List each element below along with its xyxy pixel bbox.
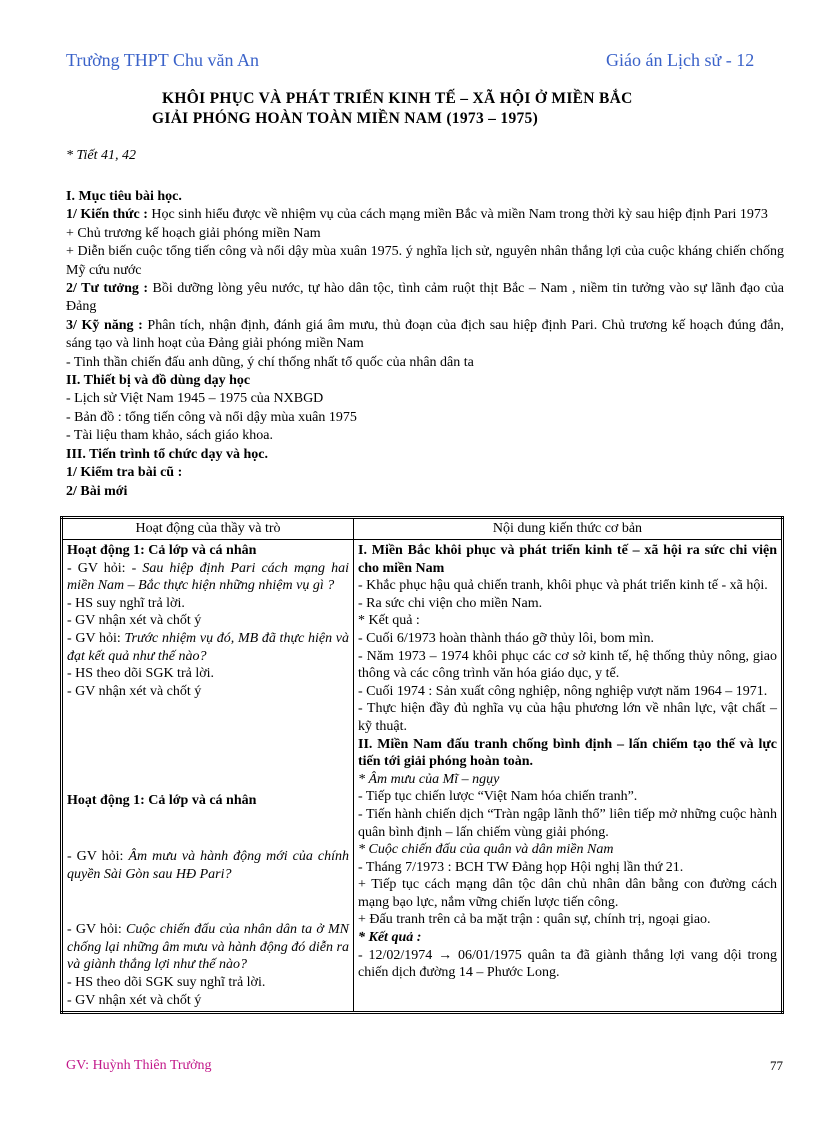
question-1: Sau hiệp định Pari cách mạng hai miền Nam – Bắc thực hiện những nhiệm vụ gì ? xyxy=(67,560,350,594)
content-item-2: - Ra sức chi viện cho miền Nam. xyxy=(358,595,543,611)
question-4: Cuộc chiến đấu của nhân dân ta ở MN chống lại những âm mưu và hành động đó diễn ra và giành thắng lợi như thế nào? xyxy=(67,922,349,973)
knowledge-label: 1/ Kiến thức : xyxy=(66,207,148,223)
content-item-15: * Kết quả : xyxy=(358,930,422,946)
title-line-1: KHÔI PHỤC VÀ PHÁT TRIỂN KINH TẾ – XÃ HỘI Ở MIỀN BẮC xyxy=(162,90,633,107)
content-item-16: - 12/02/1974 → 06/01/1975 quân ta đã giành thắng lợi vang dội trong chiến dịch đường 14 – Phước Long. xyxy=(358,947,777,981)
answer-1: - HS suy nghĩ trả lời. xyxy=(67,595,185,611)
col-header-activities: Hoạt động của thầy và trò xyxy=(62,518,354,540)
content-item-11: * Cuộc chiến đấu của quân và dân miền Nam xyxy=(358,842,614,858)
conclusion-4: - GV nhận xét và chốt ý xyxy=(67,992,202,1008)
question-3: Âm mưu và hành động mới của chính quyền Sài Gòn sau HĐ Pari? xyxy=(67,848,349,882)
lesson-table xyxy=(60,516,784,1014)
content-item-6: - Cuối 1974 : Sản xuất công nghiệp, nông nghiệp vượt năm 1964 – 1971. xyxy=(358,683,768,699)
skills-label: 3/ Kỹ năng : xyxy=(66,317,143,333)
knowledge-item-a: + Chủ trương kế hoạch giải phóng miền Nam xyxy=(66,225,321,241)
section-3-heading: III. Tiến trình tổ chức dạy và học. xyxy=(66,446,268,462)
content-item-7: - Thực hiện đầy đủ nghĩa vụ của hậu phương lớn về nhân lực, vật chất – kỹ thuật. xyxy=(358,701,777,734)
title-line-2: GIẢI PHÓNG HOÀN TOÀN MIỀN NAM (1973 – 1975) xyxy=(152,110,539,127)
skills-item-b: - Tinh thần chiến đấu anh dũng, ý chí thống nhất tổ quốc của nhân dân ta xyxy=(66,354,474,370)
equipment-item-2: - Bản đồ : tổng tiến công và nổi dậy mùa xuân 1975 xyxy=(66,409,357,425)
question-4-prefix: - GV hỏi: xyxy=(67,922,126,938)
answer-2: - HS theo dõi SGK trả lời. xyxy=(67,666,215,682)
content-item-9: - Tiếp tục chiến lược “Việt Nam hóa chiến tranh”. xyxy=(358,789,638,805)
question-2-prefix: - GV hỏi: xyxy=(67,630,125,646)
answer-4: - HS theo dõi SGK suy nghĩ trả lời. xyxy=(67,974,266,990)
attitude-label: 2/ Tư tưởng : xyxy=(66,281,149,297)
content-item-1: - Khắc phục hậu quả chiến tranh, khôi phục và phát triển kinh tế - xã hội. xyxy=(358,578,768,594)
new-lesson-heading: 2/ Bài mới xyxy=(66,483,128,499)
question-1-prefix: - GV hỏi: - xyxy=(67,560,143,576)
content-item-8: * Âm mưu của Mĩ – ngụy xyxy=(358,771,500,787)
content-item-4: - Cuối 6/1973 hoàn thành tháo gỡ thủy lôi, bom mìn. xyxy=(358,630,654,646)
school-name: Trường THPT Chu văn An xyxy=(66,50,259,70)
skills-text: Phân tích, nhận định, đánh giá âm mưu, thủ đoạn của địch sau hiệp định Pari. Chủ trương kế hoạch đúng đắn, sáng tạo và linh hoạt của Đảng giải phóng miền Nam xyxy=(66,317,785,352)
content-cell xyxy=(354,540,783,1013)
page-number: 77 xyxy=(770,1058,783,1073)
teacher-name: GV: Huỳnh Thiên Trưởng xyxy=(66,1058,212,1073)
content-item-5: - Năm 1973 – 1974 khôi phục các cơ sở kinh tế, hệ thống thủy nông, giao thông và các công trình văn hóa giáo dục, y tế. xyxy=(358,648,777,682)
content-heading-1: I. Miền Bắc khôi phục và phát triển kinh tế – xã hội ra sức chi viện cho miền Nam xyxy=(358,543,777,576)
col-header-content: Nội dung kiến thức cơ bản xyxy=(354,518,783,540)
activity-1-heading: Hoạt động 1: Cả lớp và cá nhân xyxy=(67,543,257,558)
attitude-text: Bồi dưỡng lòng yêu nước, tự hào dân tộc, tình cảm ruột thịt Bắc – Nam , niềm tin tưởng vào sự lãnh đạo của Đảng xyxy=(66,281,785,315)
objectives-section xyxy=(66,188,784,501)
knowledge-item-b: + Diễn biến cuộc tổng tiến công và nổi dậy mùa xuân 1975. ý nghĩa lịch sử, nguyên nhân thắng lợi của cuộc kháng chiến chống Mỹ cứu nước xyxy=(66,244,784,278)
activities-cell xyxy=(62,540,354,1013)
conclusion-1: - GV nhận xét và chốt ý xyxy=(67,613,202,629)
content-item-13: + Tiếp tục cách mạng dân tộc dân chủ nhân dân bằng con đường cách mạng bạo lực, nắm vững chiến lược tiến công. xyxy=(358,877,777,910)
lesson-number: * Tiết 41, 42 xyxy=(66,148,137,163)
content-item-12: - Tháng 7/1973 : BCH TW Đảng họp Hội nghị lần thứ 21. xyxy=(358,859,684,875)
review-heading: 1/ Kiểm tra bài cũ : xyxy=(66,465,183,481)
equipment-item-1: - Lịch sử Việt Nam 1945 – 1975 của NXBGD xyxy=(66,391,324,407)
subject-label: Giáo án Lịch sử - 12 xyxy=(606,50,755,70)
content-item-14: + Đấu tranh trên cả ba mặt trận : quân sự, chính trị, ngoại giao. xyxy=(358,912,711,928)
knowledge-text: Học sinh hiểu được về nhiệm vụ của cách mạng miền Bắc và miền Nam trong thời kỳ sau hiệp định Pari 1973 xyxy=(147,207,768,223)
conclusion-2: - GV nhận xét và chốt ý xyxy=(67,683,202,699)
content-item-10: - Tiến hành chiến dịch “Tràn ngập lãnh thổ” liên tiếp mở những cuộc hành quân bình định – lấn chiếm vùng giải phóng. xyxy=(358,806,777,840)
activity-2-heading: Hoạt động 1: Cả lớp và cá nhân xyxy=(67,793,257,809)
question-2: Trước nhiệm vụ đó, MB đã thực hiện và đạt kết quả như thế nào? xyxy=(67,630,349,664)
question-3-prefix: - GV hỏi: xyxy=(67,848,129,864)
section-2-heading: II. Thiết bị và đồ dùng dạy học xyxy=(66,373,251,389)
content-heading-2: II. Miền Nam đấu tranh chống bình định – lấn chiếm tạo thế và lực tiến tới giải phóng hoàn toàn. xyxy=(358,736,777,770)
section-1-heading: I. Mục tiêu bài học. xyxy=(66,189,182,204)
content-item-3: * Kết quả : xyxy=(358,613,420,629)
equipment-item-3: - Tài liệu tham khảo, sách giáo khoa. xyxy=(66,428,273,444)
